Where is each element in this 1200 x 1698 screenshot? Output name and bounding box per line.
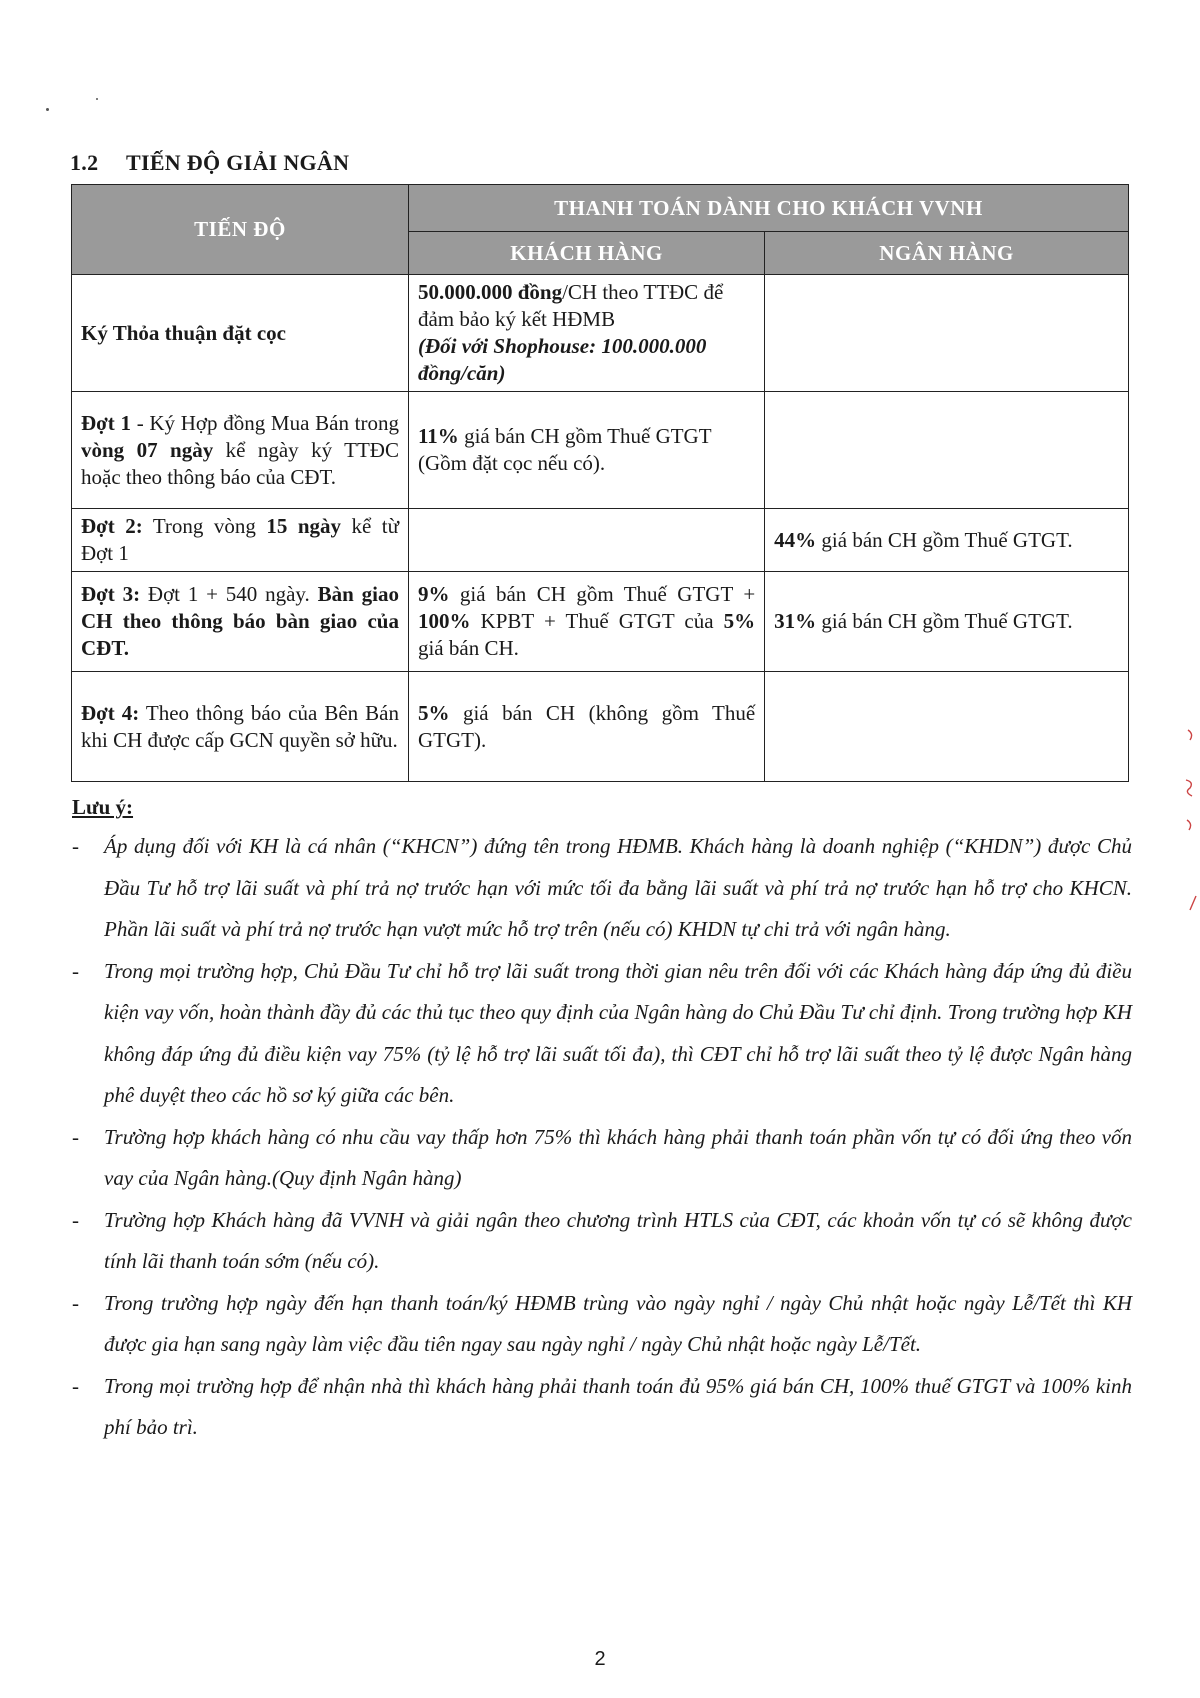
stage-text: Trong vòng	[142, 514, 267, 538]
stage-text: kể từ Đợt 1	[81, 514, 399, 565]
stage-cell	[72, 392, 409, 509]
customer-cell	[408, 392, 764, 509]
customer-percent: 9%	[417, 582, 450, 606]
bank-cell	[765, 392, 1129, 509]
customer-text: giá bán CH (không gồm Thuế GTGT).	[417, 700, 756, 752]
note-text: Trường hợp khách hàng có nhu cầu vay thấp hơn 75% thì khách hàng phải thanh toán phần vốn tự có đối ứng theo vốn vay của Ngân hàng.(Quy định Ngân hàng)	[104, 1124, 1132, 1190]
note-bullet: -	[72, 958, 79, 983]
note-bullet: -	[72, 1124, 79, 1149]
customer-text: giá bán CH gồm Thuế GTGT +	[449, 582, 756, 606]
header-customer: KHÁCH HÀNG	[408, 232, 764, 275]
stage-text: Đợt 1 + 540 ngày.	[140, 582, 318, 606]
note-bullet: -	[72, 1373, 79, 1398]
note-text: Trong trường hợp ngày đến hạn thanh toán/ký HĐMB trùng vào ngày nghỉ / ngày Chủ nhật hoặc ngày Lễ/Tết thì KH được gia hạn sang ngày làm việc đầu tiên ngay sau ngày nghỉ / ngày Chủ nhật hoặc ngày Lễ/Tết.	[104, 1290, 1132, 1356]
customer-text: /CH theo TTĐC để đảm bảo ký kết HĐMB	[417, 280, 724, 331]
notes-title: Lưu ý:	[72, 795, 134, 819]
note-item	[72, 1283, 1132, 1366]
stage-emphasis: vòng 07 ngày	[81, 437, 214, 462]
header-payment-group: THANH TOÁN DÀNH CHO KHÁCH VVNH	[408, 185, 1128, 232]
customer-amount: 50.000.000 đồng	[417, 280, 563, 304]
stamp-mark	[1182, 720, 1200, 920]
note-bullet: -	[72, 1207, 79, 1232]
header-stage: TIẾN ĐỘ	[72, 185, 409, 275]
stage-cell	[72, 509, 409, 572]
table-header-row	[72, 185, 1129, 232]
section-number: 1.2	[70, 150, 99, 175]
customer-note: (Đối với Shophouse: 100.000.000 đồng/căn)	[417, 334, 707, 385]
scan-speck	[46, 108, 49, 111]
disbursement-schedule-table	[71, 184, 1129, 782]
table-row	[72, 572, 1129, 672]
stage-cell	[72, 275, 409, 392]
customer-percent: 11%	[417, 424, 459, 448]
note-item	[72, 1366, 1132, 1449]
stage-label: Đợt 1	[81, 410, 131, 435]
bank-cell	[765, 275, 1129, 392]
table-row	[72, 392, 1129, 509]
note-item	[72, 1117, 1132, 1200]
stage-label: Đợt 3:	[81, 582, 141, 606]
customer-percent: 100%	[417, 609, 471, 633]
customer-text: KPBT + Thuế GTGT của	[470, 609, 724, 633]
customer-cell	[408, 275, 764, 392]
customer-cell	[408, 672, 764, 782]
customer-percent: 5%	[723, 609, 756, 633]
bank-percent: 31%	[774, 609, 817, 633]
customer-text: giá bán CH.	[417, 636, 519, 660]
note-bullet: -	[72, 1290, 79, 1315]
section-heading	[70, 150, 349, 176]
bank-cell	[765, 672, 1129, 782]
stage-emphasis: Bàn giao CH theo thông báo bàn giao của CĐT.	[81, 582, 399, 660]
bank-cell	[765, 572, 1129, 672]
stage-label: Đợt 4:	[81, 700, 140, 725]
note-item	[72, 1200, 1132, 1283]
customer-cell	[408, 572, 764, 672]
note-item	[72, 826, 1132, 951]
note-text: Áp dụng đối với KH là cá nhân (“KHCN”) đứng tên trong HĐMB. Khách hàng là doanh nghiệp (“KHDN”) được Chủ Đầu Tư hỗ trợ lãi suất và phí trả nợ trước hạn với mức tối đa bằng lãi suất và phí trả nợ trước hạn hỗ trợ cho KHCN. Phần lãi suất và phí trả nợ trước hạn vượt mức hỗ trợ trên (nếu có) KHDN tự chi trả với ngân hàng.	[104, 834, 1132, 941]
note-text: Trong mọi trường hợp, Chủ Đầu Tư chỉ hỗ trợ lãi suất trong thời gian nêu trên đối với các Khách hàng đáp ứng đủ điều kiện vay vốn, hoàn thành đầy đủ các thủ tục theo quy định của Ngân hàng do Chủ Đầu Tư chỉ định. Trong trường hợp KH không đáp ứng đủ điều kiện vay 75% (tỷ lệ hỗ trợ lãi suất tối đa), thì CĐT chỉ hỗ trợ lãi suất theo tỷ lệ được Ngân hàng phê duyệt theo các hồ sơ ký giữa các bên.	[104, 958, 1132, 1107]
customer-cell	[408, 509, 764, 572]
notes-section	[72, 795, 1132, 1449]
table-row	[72, 509, 1129, 572]
note-text: Trong mọi trường hợp để nhận nhà thì khách hàng phải thanh toán đủ 95% giá bán CH, 100% thuế GTGT và 100% kinh phí bảo trì.	[104, 1373, 1132, 1439]
table-row	[72, 672, 1129, 782]
stage-cell	[72, 672, 409, 782]
table-row	[72, 275, 1129, 392]
note-text: Trường hợp Khách hàng đã VVNH và giải ngân theo chương trình HTLS của CĐT, các khoản vốn tự có sẽ không được tính lãi thanh toán sớm (nếu có).	[104, 1207, 1132, 1273]
stage-label: Đợt 2:	[81, 514, 143, 538]
stage-text: kể ngày ký TTĐC hoặc theo thông báo của CĐT.	[81, 437, 399, 489]
stage-cell	[72, 572, 409, 672]
page-number: 2	[594, 1648, 606, 1670]
bank-cell	[765, 509, 1129, 572]
bank-text: giá bán CH gồm Thuế GTGT.	[816, 527, 1073, 552]
note-item	[72, 951, 1132, 1117]
note-bullet: -	[72, 834, 79, 858]
stage-emphasis: 15 ngày	[266, 514, 342, 538]
stage-label: Ký Thỏa thuận đặt cọc	[81, 320, 286, 345]
stage-text: - Ký Hợp đồng Mua Bán trong	[131, 410, 399, 435]
bank-text: giá bán CH gồm Thuế GTGT.	[816, 609, 1073, 633]
stage-text: Theo thông báo của Bên Bán khi CH được cấp GCN quyền sở hữu.	[81, 700, 399, 752]
scan-speck	[96, 98, 98, 100]
section-title: TIẾN ĐỘ GIẢI NGÂN	[126, 150, 350, 175]
customer-percent: 5%	[417, 700, 450, 725]
header-bank: NGÂN HÀNG	[765, 232, 1129, 275]
customer-text: giá bán CH gồm Thuế GTGT (Gồm đặt cọc nếu có).	[417, 424, 712, 475]
bank-percent: 44%	[774, 527, 817, 552]
